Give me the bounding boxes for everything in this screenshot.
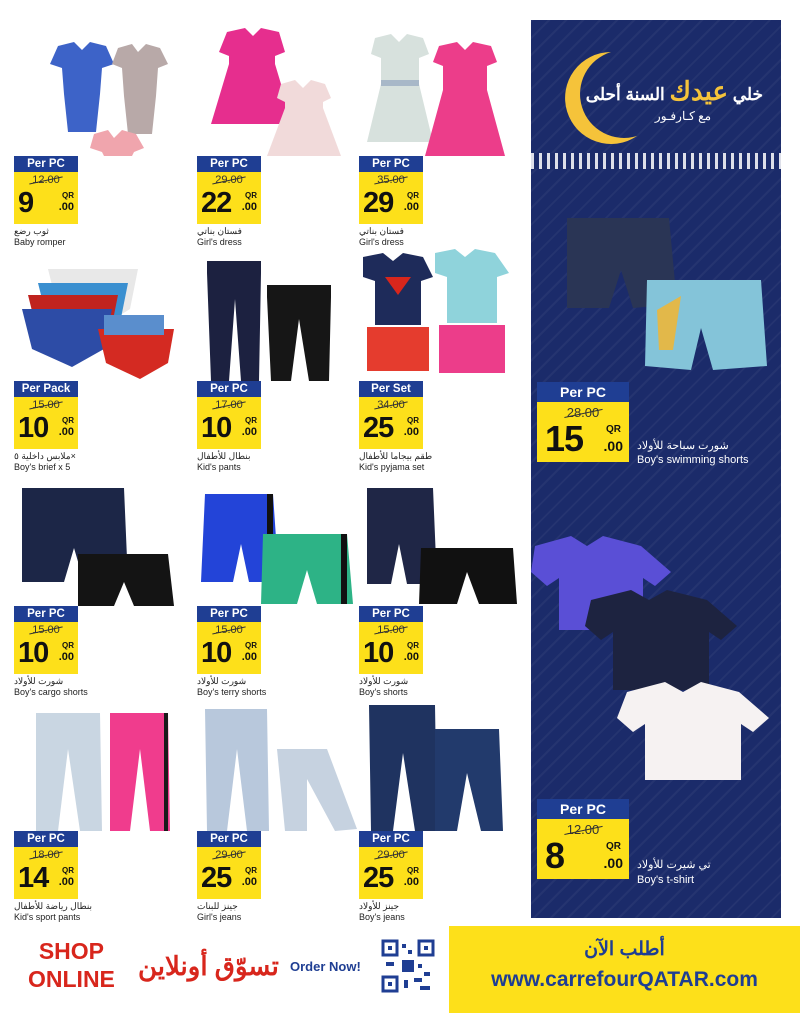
product-name-ar: تي شيرت للأولاد <box>637 859 711 871</box>
old-price: 29.00 <box>377 849 405 861</box>
product-image-kids-pyjama-set <box>363 249 519 381</box>
unit-label: Per PC <box>14 606 78 622</box>
new-price: 9 <box>18 187 34 219</box>
product-image-girls-dress <box>201 24 357 156</box>
old-price: 29.00 <box>215 174 243 186</box>
currency: QR <box>407 191 419 200</box>
currency: QR <box>407 641 419 650</box>
price-decimals: .00 <box>403 651 419 663</box>
product-card-boys-shorts[interactable] <box>359 470 519 697</box>
product-name-en: Boy's shorts <box>359 687 408 697</box>
price-tag <box>14 606 78 674</box>
new-price: 10 <box>201 637 232 669</box>
product-name-en: Boy's swimming shorts <box>637 454 749 466</box>
product-grid <box>14 20 519 922</box>
unit-label: Per PC <box>14 156 78 172</box>
price-decimals: .00 <box>403 201 419 213</box>
old-price: 15.00 <box>377 624 405 636</box>
price-decimals: .00 <box>58 876 74 888</box>
new-price: 29 <box>363 187 394 219</box>
product-name-ar: فستان بناتي <box>359 226 404 236</box>
unit-label: Per PC <box>537 799 629 819</box>
price-tag <box>359 381 423 449</box>
price-tag <box>359 606 423 674</box>
unit-label: Per Set <box>359 381 423 397</box>
new-price: 10 <box>363 637 394 669</box>
decorative-border <box>531 153 781 169</box>
product-image-kids-pants <box>201 249 357 381</box>
product-image-boys-brief <box>18 249 174 381</box>
product-name-en: Kid's sport pants <box>14 912 81 922</box>
unit-label: Per PC <box>197 606 261 622</box>
unit-label: Per PC <box>197 381 261 397</box>
product-card-boys-brief[interactable] <box>14 245 174 472</box>
product-name-en: Kid's pants <box>197 462 241 472</box>
price-tag <box>359 156 423 224</box>
price-decimals: .00 <box>58 426 74 438</box>
price-decimals: .00 <box>241 876 257 888</box>
currency: QR <box>62 416 74 425</box>
old-price: 15.00 <box>215 624 243 636</box>
currency: QR <box>62 191 74 200</box>
product-name-en: Boy's cargo shorts <box>14 687 88 697</box>
product-name-ar: ملابس داخلية ٥× <box>14 451 76 461</box>
new-price: 10 <box>18 637 49 669</box>
currency: QR <box>407 866 419 875</box>
old-price: 17.00 <box>215 399 243 411</box>
price-tag <box>14 156 78 224</box>
price-decimals: .00 <box>58 201 74 213</box>
unit-label: Per PC <box>359 831 423 847</box>
product-card-kids-pyjama-set[interactable] <box>359 245 519 472</box>
price-decimals: .00 <box>403 426 419 438</box>
shop-online-arabic: تسوّق أونلاين <box>138 951 279 981</box>
new-price: 22 <box>201 187 232 219</box>
product-image-boys-swimming-shorts <box>561 200 771 390</box>
price-decimals: .00 <box>241 651 257 663</box>
price-tag <box>14 381 78 449</box>
product-image-boys-terry-shorts <box>201 474 357 606</box>
qr-code-icon[interactable] <box>380 938 436 994</box>
price-decimals: .00 <box>241 201 257 213</box>
new-price: 14 <box>18 862 49 894</box>
order-url-panel[interactable] <box>449 926 800 1013</box>
eid-word: عيدك <box>669 76 728 106</box>
website-url[interactable]: www.carrefourQATAR.com <box>491 968 758 991</box>
product-card-boys-terry-shorts[interactable] <box>197 470 357 697</box>
product-card-kids-sport-pants[interactable] <box>14 695 174 922</box>
new-price: 25 <box>363 862 394 894</box>
unit-label: Per PC <box>197 156 261 172</box>
old-price: 34.00 <box>377 399 405 411</box>
price-tag <box>359 831 423 899</box>
product-card-girls-dress[interactable] <box>197 20 357 247</box>
product-name-ar: شورت سباحة للأولاد <box>637 440 729 452</box>
product-name-ar: ثوب رضع <box>14 226 49 236</box>
old-price: 28.00 <box>566 405 600 420</box>
product-name-ar: شورت للأولاد <box>359 676 409 686</box>
product-name-ar: طقم بيجاما للأطفال <box>359 451 433 461</box>
product-name-en: Boy's jeans <box>359 912 405 922</box>
product-name-en: Boy's brief x 5 <box>14 462 71 472</box>
unit-label: Per PC <box>359 606 423 622</box>
currency: QR <box>606 841 621 852</box>
footer-banner <box>0 926 800 1013</box>
product-card-girls-dress-2[interactable] <box>359 20 519 247</box>
new-price: 10 <box>201 412 232 444</box>
product-name-en: Girl's jeans <box>197 912 242 922</box>
new-price: 15 <box>545 418 584 459</box>
product-card-kids-pants[interactable] <box>197 245 357 472</box>
product-name-ar: جينز للبنات <box>197 901 238 911</box>
order-now-arabic: أطلب الآن <box>584 939 665 960</box>
price-decimals: .00 <box>603 438 623 454</box>
old-price: 18.00 <box>32 849 60 861</box>
price-decimals: .00 <box>603 855 623 871</box>
price-tag <box>197 156 261 224</box>
old-price: 12.00 <box>32 174 60 186</box>
product-name-en: Girl's dress <box>197 237 242 247</box>
product-name-ar: بنطال للأطفال <box>197 451 251 461</box>
currency: QR <box>62 866 74 875</box>
product-card-boys-jeans[interactable] <box>359 695 519 922</box>
product-card-baby-romper[interactable] <box>14 20 174 247</box>
product-image-baby-romper <box>18 24 174 156</box>
old-price: 29.00 <box>215 849 243 861</box>
order-now-text: Order Now! <box>290 959 361 974</box>
currency: QR <box>245 191 257 200</box>
price-decimals: .00 <box>241 426 257 438</box>
price-tag <box>197 831 261 899</box>
product-card-boys-cargo-shorts[interactable] <box>14 470 174 697</box>
unit-label: Per Pack <box>14 381 78 397</box>
eid-with-carrefour: مع كـارفـور <box>654 109 711 123</box>
product-name-en: Boy's t-shirt <box>637 874 695 886</box>
new-price: 25 <box>201 862 232 894</box>
product-name-ar: فستان بناتي <box>197 226 242 236</box>
product-image-boys-t-shirt <box>531 530 771 790</box>
old-price: 35.00 <box>377 174 405 186</box>
old-price: 12.00 <box>566 822 600 837</box>
product-image-boys-shorts <box>363 474 519 606</box>
price-decimals: .00 <box>58 651 74 663</box>
old-price: 15.00 <box>32 624 60 636</box>
product-image-boys-cargo-shorts <box>18 474 174 606</box>
product-card-girls-jeans[interactable] <box>197 695 357 922</box>
product-image-boys-jeans <box>363 699 519 831</box>
price-tag <box>197 606 261 674</box>
product-image-girls-dress-2 <box>363 24 519 156</box>
unit-label: Per PC <box>14 831 78 847</box>
product-name-en: Girl's dress <box>359 237 404 247</box>
unit-label: Per PC <box>537 382 629 402</box>
new-price: 25 <box>363 412 394 444</box>
price-tag <box>14 831 78 899</box>
eid-tagline: خلي عيدك السنة أحلى <box>585 76 763 106</box>
price-decimals: .00 <box>403 876 419 888</box>
product-name-ar: جينز للأولاد <box>359 901 400 911</box>
currency: QR <box>407 416 419 425</box>
currency: QR <box>245 641 257 650</box>
price-tag <box>537 799 629 879</box>
currency: QR <box>606 424 621 435</box>
product-name-en: Baby romper <box>14 237 66 247</box>
new-price: 8 <box>545 835 565 876</box>
product-image-kids-sport-pants <box>18 699 174 831</box>
old-price: 15.00 <box>32 399 60 411</box>
currency: QR <box>62 641 74 650</box>
eid-banner <box>531 20 781 150</box>
currency: QR <box>245 416 257 425</box>
new-price: 10 <box>18 412 49 444</box>
currency: QR <box>245 866 257 875</box>
product-name-ar: بنطال رياضة للأطفال <box>14 901 93 911</box>
unit-label: Per PC <box>197 831 261 847</box>
shop-online-text: SHOP ONLINE <box>28 938 115 992</box>
price-tag <box>197 381 261 449</box>
product-name-ar: شورت للأولاد <box>14 676 64 686</box>
product-name-en: Boy's terry shorts <box>197 687 267 697</box>
unit-label: Per PC <box>359 156 423 172</box>
eid-sidebar <box>531 20 781 918</box>
product-image-girls-jeans <box>201 699 357 831</box>
product-name-ar: شورت للأولاد <box>197 676 247 686</box>
product-name-en: Kid's pyjama set <box>359 462 425 472</box>
price-tag <box>537 382 629 462</box>
